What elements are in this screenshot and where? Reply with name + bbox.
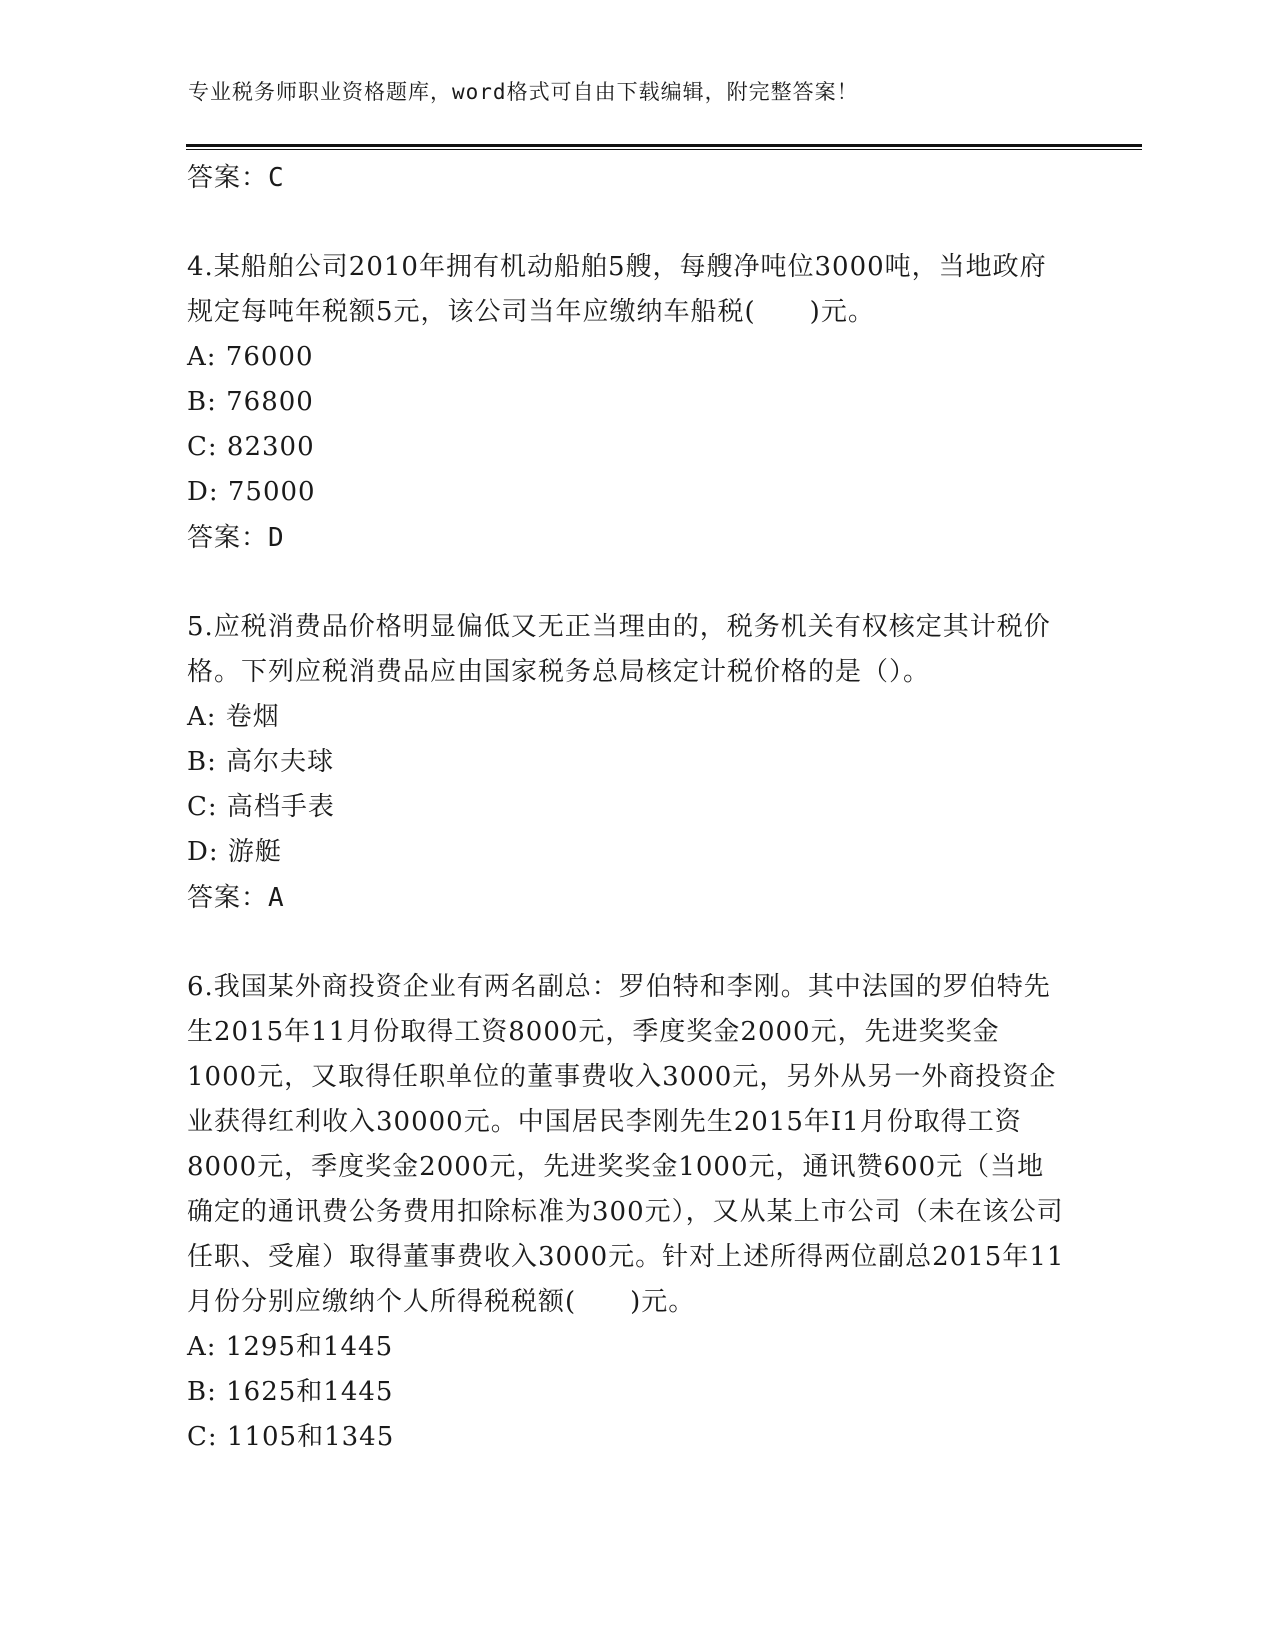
header-rule-thick <box>186 144 1142 147</box>
option-b: B: 高尔夫球 <box>187 747 335 777</box>
option-a: A: 卷烟 <box>187 702 280 732</box>
question-block <box>187 245 1067 561</box>
spacer <box>187 201 1067 245</box>
question-block <box>187 965 1067 1460</box>
question-stem: 6.我国某外商投资企业有两名副总：罗伯特和李刚。其中法国的罗伯特先生2015年11月份取得工资8000元，季度奖金2000元，先进奖奖金1000元，又取得任职单位的董事费收入3000元，另外从另一外商投资企业获得红利收入30000元。中国居民李刚先生2015年I1月份取得工资8000元，季度奖金2000元，先进奖奖金1000元，通讯赞600元（当地确定的通讯费公务费用扣除标准为300元），又从某上市公司（未在该公司任职、受雇）取得董事费收入3000元。针对上述所得两位副总2015年11月份分别应缴纳个人所得税税额( )元。 <box>187 972 1065 1317</box>
spacer <box>187 561 1067 605</box>
question-stem: 5.应税消费品价格明显偏低又无正当理由的，税务机关有权核定其计税价格。下列应税消费品应由国家税务总局核定计税价格的是（）。 <box>187 612 1051 687</box>
answer-line: 答案：A <box>187 883 285 913</box>
option-d: D: 游艇 <box>187 837 282 867</box>
option-c: C: 82300 <box>187 432 315 462</box>
option-a: A: 1295和1445 <box>187 1332 394 1362</box>
answer-line: 答案：C <box>187 163 285 193</box>
option-c: C: 高档手表 <box>187 792 335 822</box>
question-content <box>187 155 1067 1460</box>
option-b: B: 1625和1445 <box>187 1377 394 1407</box>
page-header: 专业税务师职业资格题库，word格式可自由下载编辑，附完整答案！ <box>188 80 859 104</box>
question-stem: 4.某船舶公司2010年拥有机动船舶5艘，每艘净吨位3000吨，当地政府规定每吨年税额5元，该公司当年应缴纳车船税( )元。 <box>187 252 1047 327</box>
spacer <box>187 921 1067 965</box>
option-c: C: 1105和1345 <box>187 1422 395 1452</box>
question-block <box>187 605 1067 921</box>
option-d: D: 75000 <box>187 477 316 507</box>
option-b: B: 76800 <box>187 387 314 417</box>
option-a: A: 76000 <box>187 342 314 372</box>
answer-line: 答案：D <box>187 523 285 553</box>
header-rule-thin <box>186 149 1142 150</box>
